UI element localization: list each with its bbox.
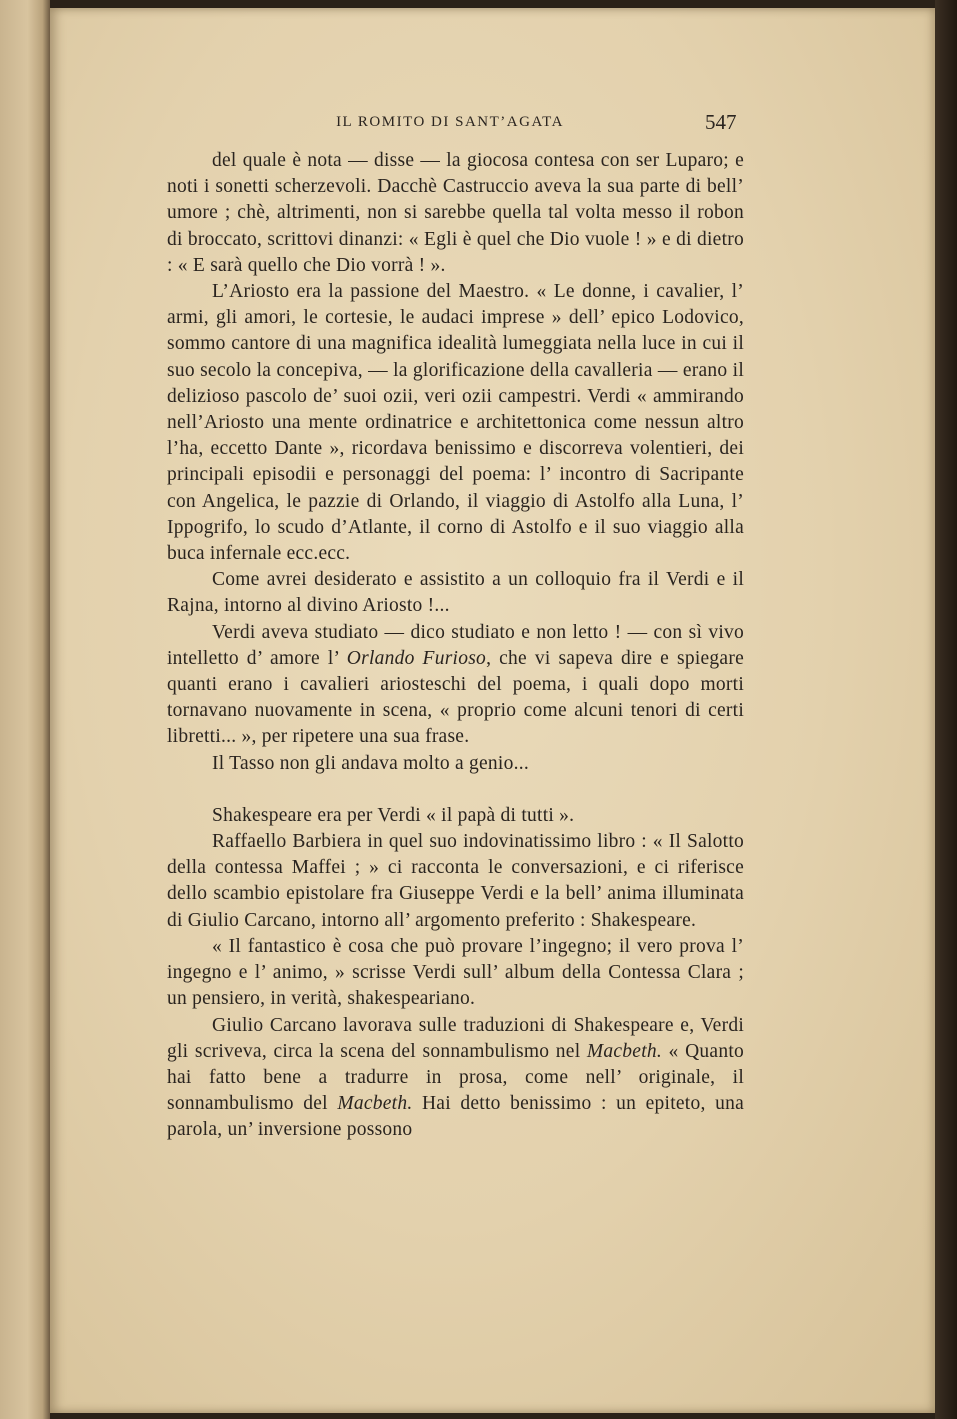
text-run: , che vi sapeva dire e spiegare quanti erano i cavalieri ariosteschi del poema, i quali dopo morti tornavano nuovamente in scena, « proprio come alcuni tenori di certi libretti... », per ripetere una sua frase. [167, 647, 744, 748]
running-title: IL ROMITO DI SANT’AGATA [336, 114, 564, 130]
text-run: Come avrei desiderato e assistito a un colloquio fra il Verdi e il Rajna, intorno al divino Ariosto !... [167, 569, 744, 617]
text-run: Raffaello Barbiera in quel suo indovinatissimo libro : « Il Salotto della contessa Maffei ; » ci racconta le conversazioni, e ci riferisce dello scambio epistolare fra Giuseppe Verdi e la bell’ anima illuminata di Giulio Carcano, intorno all’ argomento preferito : Shakespeare. [167, 831, 744, 931]
text-run: « Quanto hai fatto bene a tradurre in prosa, come nell’ originale, il sonnambulismo del [167, 1040, 745, 1115]
paragraph [167, 829, 744, 934]
page-number: 547 [705, 110, 737, 134]
text-run: Shakespeare era per Verdi « il papà di tutti ». [212, 804, 575, 826]
paragraph [167, 148, 744, 279]
right-page-edge [935, 0, 957, 1419]
text-run: « Il fantastico è cosa che può provare l’ingegno; il vero prova l’ ingegno e l’ animo, » scrisse Verdi sull’ album della Contessa Clara ; un pensiero, in verità, shakespeariano. [167, 935, 744, 1010]
text-run: del quale è nota — disse — la giocosa contesa con ser Luparo; e noti i sonetti scherzevoli. Dacchè Castruccio aveva la sua parte di bell’ umore ; chè, altrimenti, non si sarebbe quella tal volta messo il robon di broccato, scrittovi dinanzi: « Egli è quel che Dio vuole ! » e di dietro : « E sarà quello che Dio vorrà ! ». [167, 150, 744, 276]
paragraph [167, 934, 744, 1013]
text-run: Hai detto benissimo : un epiteto, una parola, un’ inversione possono [167, 1093, 744, 1141]
text-run: Verdi aveva studiato — dico studiato e non letto ! — con sì vivo intelletto d’ amore l’ [167, 621, 744, 669]
paragraph [167, 803, 744, 829]
left-facing-page-edge [0, 0, 50, 1419]
paragraph [167, 567, 744, 619]
text-run: Il Tasso non gli andava molto a genio... [212, 752, 529, 774]
paragraph [167, 279, 744, 567]
italic-title: Macbeth. [337, 1093, 413, 1115]
text-run: Giulio Carcano lavorava sulle traduzioni di Shakespeare e, Verdi gli scriveva, circa la scena del sonnambulismo nel [167, 1014, 744, 1062]
text-run: L’Ariosto era la passione del Maestro. « Le donne, i cavalier, l’ armi, gli amori, le cortesie, le audaci imprese » dell’ epico Lodovico, sommo cantore di una magnifica idealità lumeggiata nella luce in cui il suo secolo la concepiva, — la glorificazione della cavalleria — erano il delizioso pascolo de’ suoi ozii, veri ozii campestri. Verdi « ammirando nell’Ariosto una mente ordinatrice e architettonica come nessun altro l’ha, eccetto Dante », ricordava benissimo e discorreva volentieri, dei principali episodii e personaggi del poema: l’ incontro di Sacripante con Angelica, le pazzie di Orlando, il viaggio di Astolfo alla Luna, l’ Ippogrifo, lo scudo d’Atlante, il corno di Astolfo e il suo viaggio alla buca infernale ecc.ecc. [167, 281, 744, 565]
body-text [167, 148, 744, 1144]
italic-title: Macbeth. [586, 1040, 663, 1062]
paragraph [167, 1013, 744, 1144]
italic-title: Orlando Furioso [346, 647, 487, 669]
paragraph [167, 751, 744, 777]
paragraph [167, 620, 744, 751]
